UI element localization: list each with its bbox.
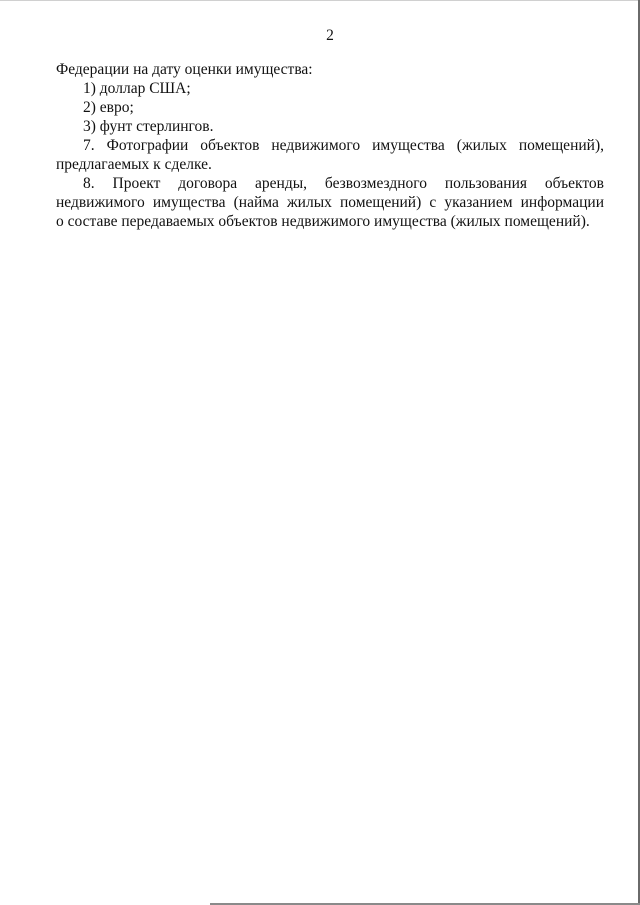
paragraph-8-line-2: недвижимого имущества (найма жилых помещений) с указанием информации (56, 194, 604, 211)
paragraph-7-line-1: 7. Фотографии объектов недвижимого имущества (жилых помещений), (83, 137, 604, 154)
list-item-gbp: 3) фунт стерлингов. (83, 118, 214, 135)
paragraph-8-line-3: о составе передаваемых объектов недвижимого имущества (жилых помещений). (56, 213, 590, 230)
text-line: Федерации на дату оценки имущества: (56, 61, 313, 78)
list-item-usd: 1) доллар США; (83, 80, 191, 97)
paragraph-8-line-1: 8. Проект договора аренды, безвозмездного пользования объектов (83, 175, 604, 192)
paragraph-7-line-2: предлагаемых к сделке. (56, 156, 212, 173)
list-item-eur: 2) евро; (83, 99, 134, 116)
page-edge-top (0, 0, 640, 1)
page-number: 2 (326, 27, 334, 44)
document-body (56, 60, 604, 231)
